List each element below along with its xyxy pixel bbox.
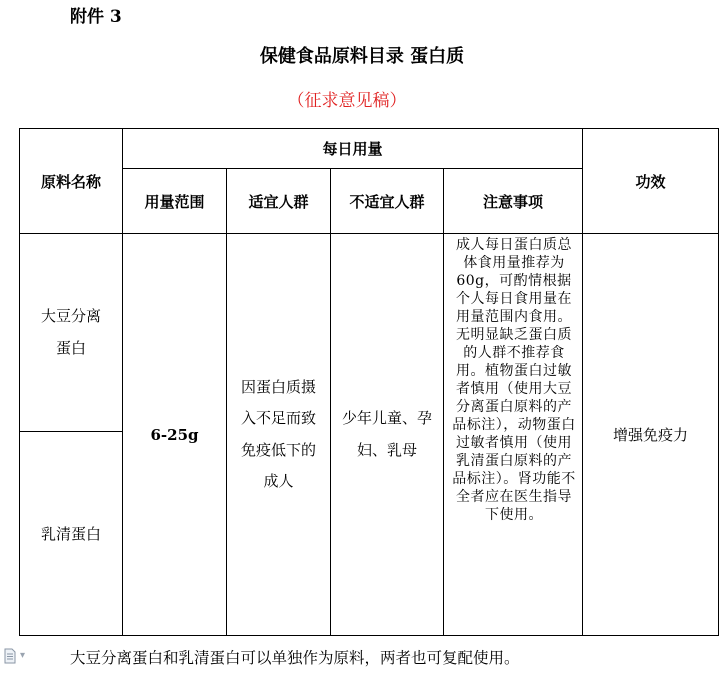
- footer-note: 大豆分离蛋白和乳清蛋白可以单独作为原料，两者也可复配使用。: [70, 649, 520, 667]
- header-unsuitable-group: 不适宜人群: [331, 169, 444, 234]
- dosage-range: 6-25g: [150, 425, 199, 444]
- chevron-down-icon: ▾: [20, 650, 26, 661]
- function-text: 增强免疫力: [613, 426, 689, 444]
- attachment-label: 附件 3: [70, 7, 122, 27]
- header-material-name: 原料名称: [20, 129, 123, 234]
- suitable-group: 因蛋白质摄入不足而致免疫低下的成人: [240, 377, 316, 490]
- material-name-cell: [20, 432, 123, 636]
- unsuitable-group: 少年儿童、孕妇、乳母: [341, 409, 432, 459]
- notes-text: 成人每日蛋白质总体食用量推荐为60g，可酌情根据个人每日食用量在用量范围内食用。无明显缺乏蛋白质的人群不推荐食用。植物蛋白过敏者慎用（使用大豆分离蛋白原料的产品标注），动物蛋白过敏者慎用（使用乳清蛋白原料的产品标注）。肾功能不全者应在医生指导下使用。: [452, 237, 576, 523]
- header-suitable-group: 适宜人群: [227, 169, 331, 234]
- suitable-group-cell: [227, 234, 331, 636]
- dosage-range-cell: [123, 234, 227, 636]
- unsuitable-group-cell: [331, 234, 444, 636]
- material-name: 乳清蛋白: [40, 524, 101, 543]
- material-name: 大豆分离蛋白: [40, 307, 101, 357]
- notes-cell: [444, 234, 583, 636]
- page-title: 保健食品原料目录 蛋白质: [259, 46, 465, 67]
- function-cell: [583, 234, 719, 636]
- document-icon: [2, 648, 18, 664]
- header-dosage-range: 用量范围: [123, 169, 227, 234]
- table-row: [20, 234, 719, 432]
- header-function: 功效: [583, 129, 719, 234]
- material-name-cell: [20, 234, 123, 432]
- header-daily-dosage: 每日用量: [123, 129, 583, 169]
- header-notes: 注意事项: [444, 169, 583, 234]
- catalog-table: [19, 128, 719, 636]
- page-subtitle: （征求意见稿）: [287, 91, 407, 111]
